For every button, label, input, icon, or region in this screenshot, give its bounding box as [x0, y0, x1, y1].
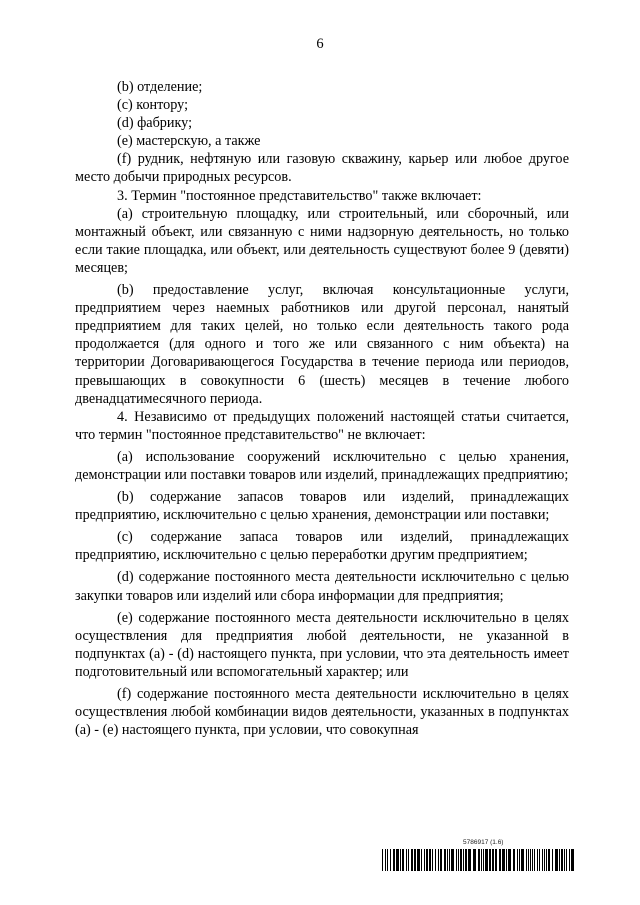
barcode-bar	[468, 849, 471, 871]
barcode-bar	[458, 849, 459, 871]
paragraph-1b: (b) отделение;	[117, 79, 203, 95]
barcode-bar	[521, 849, 524, 871]
barcode-bar	[387, 849, 388, 871]
barcode-bar	[571, 849, 574, 871]
paragraph-1e: (e) мастерскую, а также	[117, 133, 261, 150]
barcode-bar	[513, 849, 515, 871]
barcode-bar	[499, 849, 501, 871]
paragraph-4f: (f) содержание постоянного места деятельности исключительно в целях осуществления любой комбинации видов деятельности, указанных в подпунктах (a) - (e) настоящего пункта, при условии, что совокупная	[75, 686, 569, 739]
barcode-bar	[426, 849, 428, 871]
barcode-bar	[478, 849, 480, 871]
barcode-bar	[517, 849, 518, 871]
barcode-bar	[424, 849, 425, 871]
barcode-bar	[440, 849, 442, 871]
barcode-bar	[537, 849, 538, 871]
barcode-bar	[432, 849, 433, 871]
paragraph-3b: (b) предоставление услуг, включая консультационные услуги, предприятием через наемных работников или другой персонал, нанятый предприятием для таких целей, но только если деятельность такого рода продолжается (для одного и того же или связанного с ним объекта) на территории Договаривающегося Государства в течение периода или периодов, превышающих в совокупности 6 (шесть) месяцев в течение любого двенадцатимесячного периода.	[75, 282, 569, 407]
barcode-bar	[400, 849, 401, 871]
barcode-bar	[429, 849, 431, 871]
barcode-bar	[569, 849, 570, 871]
barcode-bar	[460, 849, 462, 871]
barcode-bar	[485, 849, 488, 871]
barcode-bar	[456, 849, 457, 871]
barcode-bar	[508, 849, 511, 871]
paragraph-4e: (e) содержание постоянного места деятельности исключительно в целях осуществления для предприятия любой деятельности, не указанной в подпунктах (a) - (d) настоящего пункта, при условии, что эта деятельность имеет подготовительный или вспомогательный характер; или	[75, 609, 569, 680]
barcode-bar	[544, 849, 545, 871]
barcode-bar	[421, 849, 422, 871]
barcode-bar	[390, 849, 391, 871]
paragraph-1d: (d) фабрику;	[117, 115, 193, 132]
barcode-bar	[502, 849, 505, 871]
barcode-bar	[463, 849, 464, 871]
barcode-bar	[542, 849, 543, 871]
barcode-bar	[492, 849, 494, 871]
barcode-bar	[406, 849, 407, 871]
document-body	[75, 78, 569, 739]
barcode-bar	[528, 849, 529, 871]
barcode-bar	[564, 849, 565, 871]
barcode-bar	[451, 849, 454, 871]
barcode-bar	[393, 849, 395, 871]
barcode-bar	[539, 849, 540, 871]
barcode-bar	[495, 849, 497, 871]
barcode-bar	[481, 849, 482, 871]
barcode-image	[382, 849, 575, 871]
barcode-bar	[417, 849, 420, 871]
paragraph-3a: (a) строительную площадку, или строительный, или сборочный, или монтажный объект, или связанную с ними надзорную деятельность, но только если такие площадка, или объект, или деятельность существуют более 9 (девяти) месяцев;	[75, 205, 569, 276]
barcode-bar	[396, 849, 399, 871]
barcode-bar	[382, 849, 383, 871]
barcode-bar	[546, 849, 547, 871]
barcode-bar	[555, 849, 558, 871]
barcode-bar	[534, 849, 535, 871]
barcode-bar	[489, 849, 491, 871]
paragraph-3: 3. Термин "постоянное представительство" также включает:	[117, 187, 482, 204]
barcode-bar	[561, 849, 563, 871]
barcode-bar	[402, 849, 404, 871]
barcode-bar	[438, 849, 439, 871]
barcode-bar	[530, 849, 531, 871]
paragraph-4c: (c) содержание запаса товаров или изделий, принадлежащих предприятию, исключительно с целью переработки другим предприятием;	[75, 529, 569, 564]
paragraph-4a: (a) использование сооружений исключительно с целью хранения, демонстрации или поставки товаров или изделий, принадлежащих предприятию;	[75, 448, 569, 483]
barcode-bar	[552, 849, 553, 871]
barcode-bar	[444, 849, 446, 871]
barcode-bar	[532, 849, 533, 871]
barcode-bar	[519, 849, 520, 871]
paragraph-4b: (b) содержание запасов товаров или изделий, принадлежащих предприятию, исключительно с целью хранения, демонстрации или поставки;	[75, 489, 569, 524]
barcode-bar	[408, 849, 409, 871]
paragraph-4d: (d) содержание постоянного места деятельности исключительно с целью закупки товаров или изделий или сбора информации для предприятия;	[75, 569, 569, 604]
barcode-bar	[411, 849, 413, 871]
barcode-bar	[483, 849, 484, 871]
barcode-bar	[414, 849, 416, 871]
barcode-bar	[465, 849, 467, 871]
paragraph-4: 4. Независимо от предыдущих положений настоящей статьи считается, что термин "постоянное представительство" не включает:	[75, 408, 569, 443]
barcode-bar	[548, 849, 550, 871]
paragraph-1f: (f) рудник, нефтяную или газовую скважину, карьер или любое другое место добычи природных ресурсов.	[75, 151, 569, 186]
barcode-bar	[385, 849, 386, 871]
barcode-bar	[506, 849, 507, 871]
barcode-bar	[435, 849, 436, 871]
barcode-bar	[473, 849, 476, 871]
barcode-bar	[447, 849, 448, 871]
barcode-bar	[566, 849, 567, 871]
barcode-bar	[526, 849, 527, 871]
barcode-bar	[559, 849, 560, 871]
page-number: 6	[316, 36, 324, 52]
barcode-bar	[449, 849, 450, 871]
paragraph-1c: (c) контору;	[117, 97, 189, 114]
document-code: 5786917 (1.6)	[463, 839, 504, 846]
